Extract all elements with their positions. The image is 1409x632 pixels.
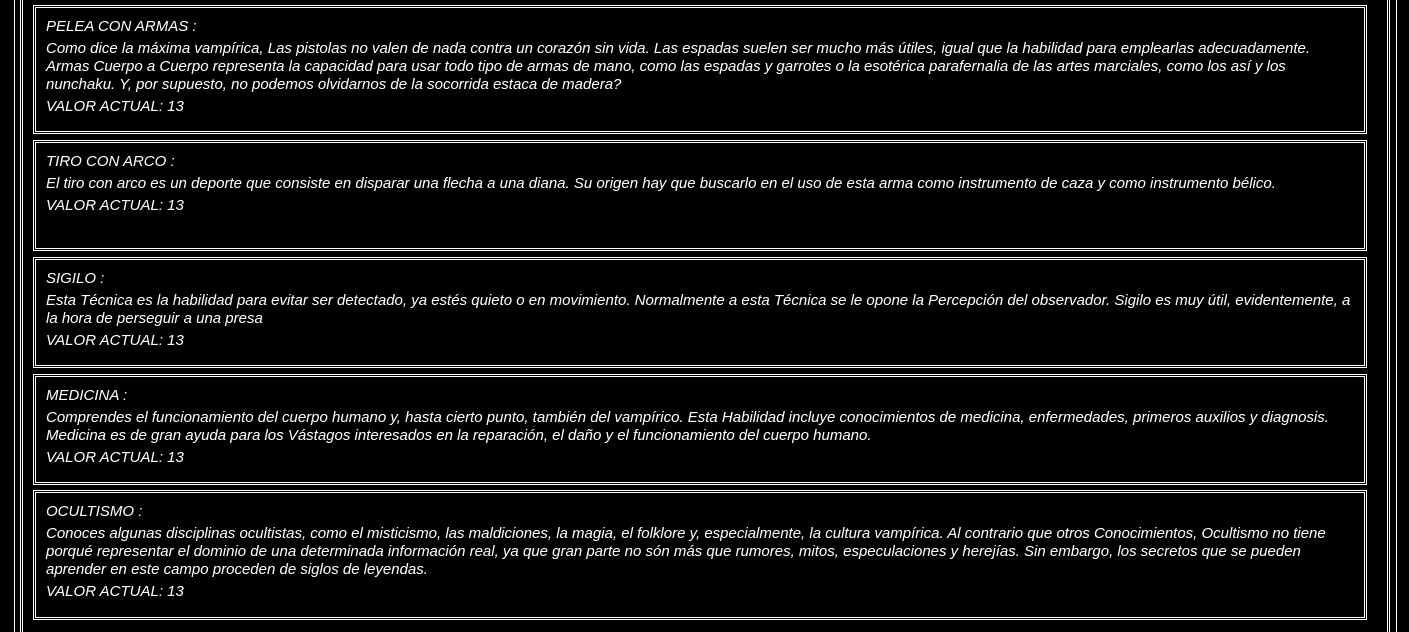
skill-value: VALOR ACTUAL: 13 — [46, 332, 184, 349]
skill-value: VALOR ACTUAL: 13 — [46, 583, 184, 600]
skill-title: PELEA CON ARMAS : — [46, 18, 197, 35]
skill-title: TIRO CON ARCO : — [46, 153, 175, 170]
skill-card-ocultismo — [33, 490, 1367, 620]
page-border-left — [14, 0, 15, 632]
skill-value: VALOR ACTUAL: 13 — [46, 449, 184, 466]
skill-title: OCULTISMO : — [46, 503, 143, 520]
skill-description: El tiro con arco es un deporte que consiste en disparar una flecha a una diana. Su origen hay que buscarlo en el uso de esta arma como instrumento de caza y como instrumento bélico. — [46, 175, 1276, 192]
skill-card-medicina — [33, 374, 1367, 485]
skill-description: Esta Técnica es la habilidad para evitar ser detectado, ya estés quieto o en movimiento. Normalmente a esta Técnica se le opone la Percepción del observador. Sigilo es muy útil, evidentemente, a la hora de perseguir a una presa — [46, 292, 1351, 327]
skill-card-sigilo — [33, 257, 1367, 368]
skill-card-tiro-con-arco — [33, 140, 1367, 251]
skill-card-pelea-con-armas — [33, 5, 1367, 134]
skill-title: MEDICINA : — [46, 387, 128, 404]
skill-description: Conoces algunas disciplinas ocultistas, como el misticismo, las maldiciones, la magia, el folklore y, especialmente, la cultura vampírica. Al contrario que otros Conocimientos, Ocultismo no tiene porqué representar el dominio de una determinada información real, ya que gran parte no són más que rumores, mitos, especulaciones y herejías. Sin embargo, los secretos que se pueden aprender en este campo proceden de siglos de leyendas. — [46, 525, 1326, 578]
skill-title: SIGILO : — [46, 270, 105, 287]
skill-description: Como dice la máxima vampírica, Las pistolas no valen de nada contra un corazón sin vida. Las espadas suelen ser mucho más útiles, igual que la habilidad para emplearlas adecuadamente. Armas Cuerpo a Cuerpo representa la capacidad para usar todo tipo de armas de mano, como las espadas y garrotes o la esotérica parafernalia de las artes marciales, como los así y los nunchaku. Y, por supuesto, no podemos olvidarnos de la socorrida estaca de madera? — [46, 40, 1311, 93]
skill-value: VALOR ACTUAL: 13 — [46, 98, 184, 115]
skill-description: Comprendes el funcionamiento del cuerpo humano y, hasta cierto punto, también del vampírico. Esta Habilidad incluye conocimientos de medicina, enfermedades, primeros auxilios y diagnosis. Medicina es de gran ayuda para los Vástagos interesados en la reparación, el daño y el funcionamiento del cuerpo humano. — [46, 409, 1329, 444]
page-border-right — [1396, 0, 1397, 632]
skill-value: VALOR ACTUAL: 13 — [46, 197, 184, 214]
